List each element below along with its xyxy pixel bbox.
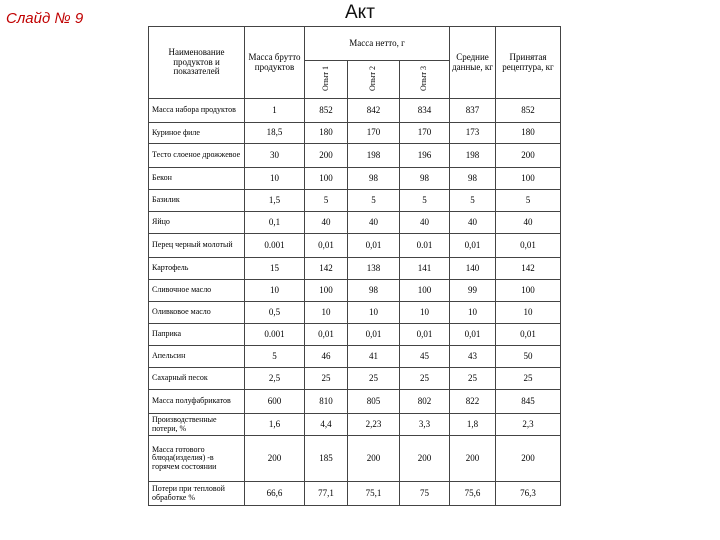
average-value: 40 [450, 212, 496, 234]
table-row [149, 123, 561, 144]
experiment-3-value: 0,01 [400, 324, 450, 346]
experiment-3-value: 40 [400, 212, 450, 234]
brutto-value: 0.001 [245, 324, 305, 346]
experiment-3-value: 25 [400, 368, 450, 390]
product-name: Производственные потери, % [149, 414, 245, 436]
experiment-3-value: 100 [400, 280, 450, 302]
average-value: 200 [450, 436, 496, 482]
accepted-value: 200 [496, 144, 561, 168]
table-row [149, 482, 561, 506]
accepted-value: 76,3 [496, 482, 561, 506]
average-value: 99 [450, 280, 496, 302]
average-value: 0,01 [450, 234, 496, 258]
brutto-value: 2,5 [245, 368, 305, 390]
experiment-1-value: 25 [305, 368, 348, 390]
experiment-1-value: 0,01 [305, 324, 348, 346]
accepted-value: 845 [496, 390, 561, 414]
brutto-value: 0,5 [245, 302, 305, 324]
experiment-3-value: 834 [400, 99, 450, 123]
average-value: 75,6 [450, 482, 496, 506]
product-name: Картофель [149, 258, 245, 280]
table-header-row-1 [149, 27, 561, 61]
experiment-1-value: 852 [305, 99, 348, 123]
brutto-value: 66,6 [245, 482, 305, 506]
experiment-2-value: 98 [348, 280, 400, 302]
table-row [149, 280, 561, 302]
accepted-value: 100 [496, 168, 561, 190]
brutto-value: 1 [245, 99, 305, 123]
experiment-2-value: 10 [348, 302, 400, 324]
experiment-1-value: 180 [305, 123, 348, 144]
experiment-1-value: 40 [305, 212, 348, 234]
accepted-value: 100 [496, 280, 561, 302]
average-value: 98 [450, 168, 496, 190]
accepted-value: 0,01 [496, 324, 561, 346]
average-value: 173 [450, 123, 496, 144]
experiment-2-value: 98 [348, 168, 400, 190]
brutto-value: 0.001 [245, 234, 305, 258]
experiment-3-value: 10 [400, 302, 450, 324]
header-products: Наименование продуктов и показателей [149, 27, 245, 99]
experiment-3-value: 75 [400, 482, 450, 506]
experiment-3-value: 3,3 [400, 414, 450, 436]
experiment-1-value: 46 [305, 346, 348, 368]
product-name: Масса набора продуктов [149, 99, 245, 123]
product-name: Сахарный песок [149, 368, 245, 390]
experiment-3-value: 170 [400, 123, 450, 144]
experiment-1-value: 77,1 [305, 482, 348, 506]
brutto-value: 18,5 [245, 123, 305, 144]
average-value: 0,01 [450, 324, 496, 346]
accepted-value: 142 [496, 258, 561, 280]
experiment-2-value: 25 [348, 368, 400, 390]
product-name: Масса полуфабрикатов [149, 390, 245, 414]
product-name: Потери при тепловой обработке % [149, 482, 245, 506]
product-name: Яйцо [149, 212, 245, 234]
experiment-2-value: 138 [348, 258, 400, 280]
experiment-2-value: 2,23 [348, 414, 400, 436]
experiment-2-value: 0,01 [348, 324, 400, 346]
table-row [149, 390, 561, 414]
experiment-2-value: 200 [348, 436, 400, 482]
brutto-value: 1,5 [245, 190, 305, 212]
experiment-1-value: 5 [305, 190, 348, 212]
average-value: 198 [450, 144, 496, 168]
experiment-1-value: 0,01 [305, 234, 348, 258]
accepted-value: 180 [496, 123, 561, 144]
table-row [149, 258, 561, 280]
accepted-value: 2,3 [496, 414, 561, 436]
experiment-1-value: 810 [305, 390, 348, 414]
act-table [148, 26, 561, 506]
table-row [149, 302, 561, 324]
average-value: 837 [450, 99, 496, 123]
experiment-2-value: 40 [348, 212, 400, 234]
accepted-value: 50 [496, 346, 561, 368]
experiment-2-value: 41 [348, 346, 400, 368]
table-row [149, 234, 561, 258]
experiment-2-value: 5 [348, 190, 400, 212]
brutto-value: 0,1 [245, 212, 305, 234]
experiment-1-value: 200 [305, 144, 348, 168]
brutto-value: 10 [245, 280, 305, 302]
experiment-1-value: 4,4 [305, 414, 348, 436]
brutto-value: 15 [245, 258, 305, 280]
experiment-1-value: 100 [305, 168, 348, 190]
table-row [149, 144, 561, 168]
experiment-1-value: 100 [305, 280, 348, 302]
table-row [149, 324, 561, 346]
average-value: 1,8 [450, 414, 496, 436]
experiment-1-value: 10 [305, 302, 348, 324]
brutto-value: 200 [245, 436, 305, 482]
header-experiment-1 [305, 61, 348, 99]
experiment-3-value: 802 [400, 390, 450, 414]
experiment-2-value: 842 [348, 99, 400, 123]
experiment-2-value: 0,01 [348, 234, 400, 258]
brutto-value: 1,6 [245, 414, 305, 436]
experiment-3-value: 98 [400, 168, 450, 190]
experiment-3-value: 141 [400, 258, 450, 280]
experiment-3-label: Опыт 3 [419, 65, 429, 91]
product-name: Базилик [149, 190, 245, 212]
header-netto: Масса нетто, г [305, 27, 450, 61]
slide-number-label: Слайд № 9 [6, 10, 84, 27]
table-row [149, 212, 561, 234]
table-row [149, 190, 561, 212]
average-value: 10 [450, 302, 496, 324]
product-name: Сливочное масло [149, 280, 245, 302]
accepted-value: 40 [496, 212, 561, 234]
product-name: Оливковое масло [149, 302, 245, 324]
product-name: Апельсин [149, 346, 245, 368]
average-value: 140 [450, 258, 496, 280]
product-name: Перец черный молотый [149, 234, 245, 258]
accepted-value: 10 [496, 302, 561, 324]
experiment-2-value: 170 [348, 123, 400, 144]
experiment-3-value: 5 [400, 190, 450, 212]
accepted-value: 200 [496, 436, 561, 482]
product-name: Масса готового блюда(изделия) -в горячем состоянии [149, 436, 245, 482]
table-row [149, 346, 561, 368]
product-name: Бекон [149, 168, 245, 190]
table-row [149, 414, 561, 436]
page-title: Акт [345, 2, 375, 23]
experiment-3-value: 45 [400, 346, 450, 368]
experiment-3-value: 0.01 [400, 234, 450, 258]
table-row [149, 436, 561, 482]
table-row [149, 99, 561, 123]
brutto-value: 5 [245, 346, 305, 368]
act-table-body [149, 27, 561, 506]
experiment-2-label: Опыт 2 [368, 65, 378, 91]
table-row [149, 368, 561, 390]
accepted-value: 5 [496, 190, 561, 212]
accepted-value: 25 [496, 368, 561, 390]
experiment-1-value: 185 [305, 436, 348, 482]
average-value: 25 [450, 368, 496, 390]
brutto-value: 10 [245, 168, 305, 190]
product-name: Тесто слоеное дрожжевое [149, 144, 245, 168]
product-name: Куриное филе [149, 123, 245, 144]
average-value: 5 [450, 190, 496, 212]
accepted-value: 0,01 [496, 234, 561, 258]
brutto-value: 30 [245, 144, 305, 168]
average-value: 822 [450, 390, 496, 414]
experiment-3-value: 200 [400, 436, 450, 482]
experiment-2-value: 75,1 [348, 482, 400, 506]
experiment-1-value: 142 [305, 258, 348, 280]
accepted-value: 852 [496, 99, 561, 123]
header-brutto: Масса брутто продуктов [245, 27, 305, 99]
experiment-1-label: Опыт 1 [320, 65, 330, 91]
table-row [149, 168, 561, 190]
header-experiment-2 [348, 61, 400, 99]
header-accepted: Принятая рецептура, кг [496, 27, 561, 99]
header-average: Средние данные, кг [450, 27, 496, 99]
experiment-2-value: 198 [348, 144, 400, 168]
experiment-2-value: 805 [348, 390, 400, 414]
average-value: 43 [450, 346, 496, 368]
brutto-value: 600 [245, 390, 305, 414]
header-experiment-3 [400, 61, 450, 99]
product-name: Паприка [149, 324, 245, 346]
experiment-3-value: 196 [400, 144, 450, 168]
